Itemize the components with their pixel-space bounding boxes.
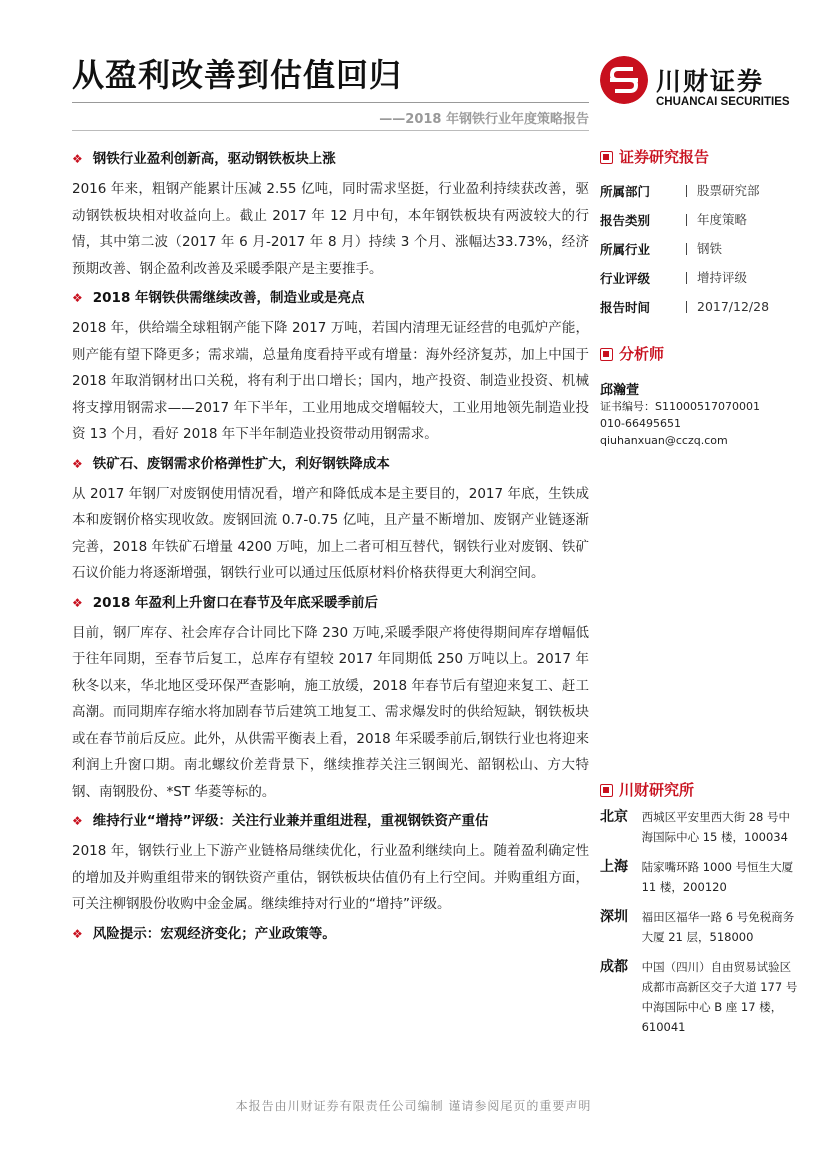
- section-heading-text: 2018 年钢铁供需继续改善，制造业或是亮点: [92, 290, 365, 306]
- diamond-bullet-icon: ❖: [72, 291, 83, 305]
- square-box-icon: [600, 348, 613, 361]
- sidebar-heading-institute: [600, 779, 800, 801]
- diamond-bullet-icon: ❖: [72, 814, 83, 828]
- branch-address: 陆家嘴环路 1000 号恒生大厦 11 楼，200120: [641, 860, 794, 894]
- sidebar-heading-text: 川财研究所: [619, 781, 695, 799]
- sidebar-heading-analyst: [600, 343, 800, 365]
- section-paragraph: 2018 年，供给端全球粗钢产能下降 2017 万吨，若国内清理无证经营的电弧炉产能，则产能有望下降更多；需求端，总量角度看持平或有增量：海外经济复苏，加上中国于 2018 年取消钢材出口关税，将有利于出口增长；国内，地产投资、制造业投资、机械将支撑用钢需求——2017 年下半年，工业用地成交增幅较大，工业用地领先制造业投资 13 个月，看好 2018 年下半年制造业投资带动用钢需求。: [72, 320, 589, 442]
- report-subtitle: ——2018 年钢铁行业年度策略报告: [379, 112, 589, 127]
- info-key: 报告时间: [600, 299, 651, 315]
- section-heading-text: 2018 年盈利上升窗口在春节及年底采暖季前后: [92, 594, 379, 611]
- section-heading: [72, 810, 589, 832]
- info-row: [600, 292, 800, 321]
- info-value: 年度策略: [686, 214, 747, 226]
- info-row: [600, 263, 800, 292]
- report-info-list: [600, 176, 800, 321]
- square-box-icon: [600, 151, 613, 164]
- info-value: 股票研究部: [686, 185, 760, 197]
- section-heading: [72, 148, 589, 170]
- section-2: [72, 287, 589, 448]
- analyst-cert: 证书编号：S1100051707000​1: [600, 400, 760, 413]
- info-key: 报告类别: [600, 212, 651, 228]
- info-row: [600, 234, 800, 263]
- section-5: [72, 810, 589, 918]
- branch-address: 西城区平安里西大街 28 号中海国际中心 15 楼，100034: [641, 810, 791, 844]
- section-heading-text: 维持行业“增持”评级：关注行业兼并重组进程，重视钢铁资产重估: [92, 813, 489, 829]
- chuancai-logo-icon: [600, 56, 648, 104]
- analyst-email[interactable]: qiuhanxuan@cczq.com: [600, 434, 728, 447]
- section-heading: [72, 287, 589, 309]
- branch-item: [600, 957, 800, 1037]
- info-row: [600, 176, 800, 205]
- section-paragraph: 2018 年，钢铁行业上下游产业链格局继续优化，行业盈利继续向上。随着盈利确定性的增加及并购重组带来的钢铁资产重估，钢铁板块估值仍有上行空间。并购重组方面，可关注柳钢股份收购中金金属。继续维持对行业的“增持”评级。: [72, 843, 589, 912]
- branch-item: [600, 907, 800, 947]
- section-3: [72, 453, 589, 587]
- info-value: 增持评级: [686, 272, 747, 284]
- sidebar-heading-text: 证券研究报告: [619, 148, 710, 166]
- section-6: [72, 923, 589, 945]
- branch-city: 成都: [600, 959, 628, 975]
- sidebar-heading-text: 分析师: [619, 345, 665, 363]
- section-heading: [72, 592, 589, 614]
- section-4: [72, 592, 589, 806]
- section-heading-text: 铁矿石、废钢需求价格弹性扩大，利好钢铁降成本: [92, 455, 390, 472]
- square-box-icon: [600, 784, 613, 797]
- analyst-phone: 010-66495651: [600, 417, 681, 430]
- info-value: 2017/12/28: [686, 301, 769, 313]
- section-paragraph: 从 2017 年钢厂对废钢使用情况看，增产和降低成本是主要目的，2017 年底，生铁成本和废钢价格实现收敛。废钢回流 0.7-0.75 亿吨，且产量不断增加、废钢产业链逐渐完善，2018 年铁矿石增量 4200 万吨，加上二者可相互替代，钢铁行业对废钢、铁矿石议价能力将逐渐增强，钢铁行业可以通过压低原材料价格获得更大利润空间。: [72, 485, 589, 581]
- main-content: [72, 148, 589, 951]
- section-1: [72, 148, 589, 282]
- section-paragraph: 目前，钢厂库存、社会库存合计同比下降 230 万吨,采暖季限产将使得期间库存增幅低于往年同期，至春节后复工，总库存有望较 2017 年同期低 250 万吨以上。2017 年秋冬以来，华北地区受环保严查影响，施工放缓，2018 年春节后有望迎来复工、赶工高潮。而同期库存缩水将加剧春节后建筑工地复工、需求爆发时的供给短缺，钢铁板块或在春节前后反应。此外，从供需平衡表上看，2018 年采暖季前后,钢铁行业也将迎来利润上升窗口期。南北螺纹价差背景下，继续推荐关注三钢闽光、韶钢松山、方大特钢、南钢股份、*ST 华菱等标的。: [72, 624, 589, 800]
- logo-company-name: 川财证券: [656, 67, 765, 96]
- report-title: 从盈利改善到估值回归: [72, 56, 403, 94]
- diamond-bullet-icon: ❖: [72, 595, 83, 610]
- section-paragraph: 2016 年来，粗钢产能累计压减 2.55 亿吨，同时需求坚挺，行业盈利持续获改善，驱动钢铁板块相对收益向上。截止 2017 年 12 月中旬，本年钢铁板块有两波较大的行情，其中第二波（2017 年 6 月-2017 年 8 月）持续 3 个月、涨幅达33.73%，经济预期改善、钢企盈利改善及采暖季限产是主要推手。: [72, 181, 589, 277]
- subtitle-divider: [72, 130, 589, 131]
- branch-city: 上海: [600, 859, 628, 875]
- branch-city: 北京: [600, 809, 628, 825]
- diamond-bullet-icon: ❖: [72, 456, 83, 471]
- logo-company-name-en: CHUANCAI SECURITIES: [656, 96, 790, 108]
- section-heading-text: 风险提示：宏观经济变化；产业政策等。: [92, 925, 336, 942]
- info-row: [600, 205, 800, 234]
- branch-item: [600, 807, 800, 847]
- branch-list: [600, 807, 800, 1037]
- info-key: 所属行业: [600, 241, 651, 257]
- sidebar: [600, 146, 800, 1047]
- branch-address: 中国（四川）自由贸易试验区成都市高新区交子大道 177 号中海国际中心 B 座 17 楼，610041: [641, 960, 798, 1034]
- sidebar-heading-report: [600, 146, 800, 168]
- info-value: 钢铁: [686, 243, 722, 255]
- title-divider: [72, 102, 589, 103]
- section-heading: [72, 923, 589, 945]
- section-heading-text: 钢铁行业盈利创新高，驱动钢铁板块上涨: [92, 151, 336, 167]
- analyst-name: 邱瀚萱: [600, 383, 640, 398]
- branch-city: 深圳: [600, 909, 628, 925]
- info-key: 行业评级: [600, 270, 651, 286]
- diamond-bullet-icon: ❖: [72, 152, 83, 166]
- diamond-bullet-icon: ❖: [72, 926, 83, 941]
- branch-address: 福田区福华一路 6 号免税商务大厦 21 层，518000: [641, 910, 795, 944]
- section-heading: [72, 453, 589, 475]
- info-key: 所属部门: [600, 183, 651, 199]
- branch-item: [600, 857, 800, 897]
- page-footer: 本报告由川财证券有限责任公司编制 谨请参阅尾页的重要声明: [235, 1099, 592, 1113]
